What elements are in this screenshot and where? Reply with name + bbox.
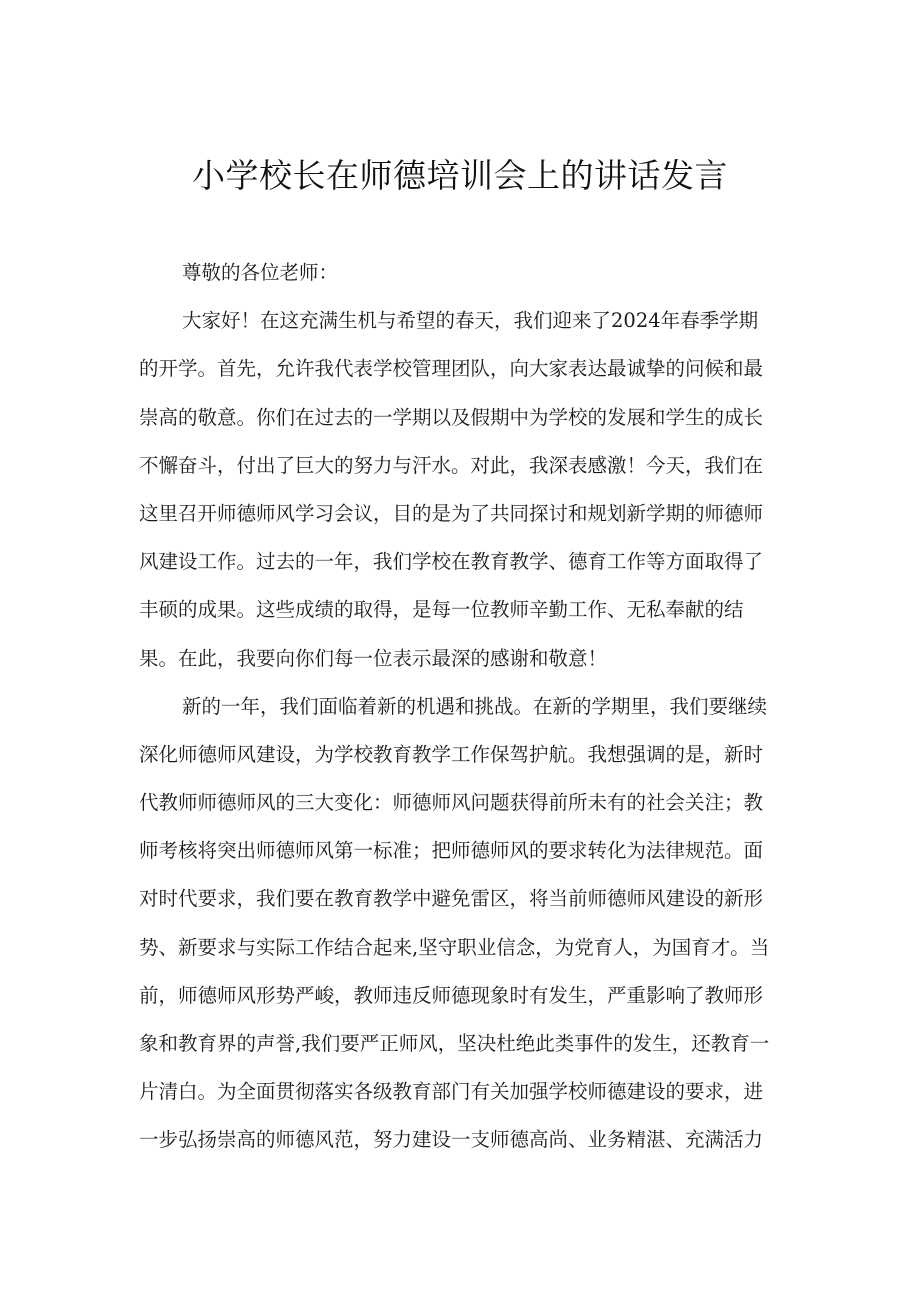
text-line: 不懈奋斗，付出了巨大的努力与汗水。对此，我深表感激！今天，我们在 <box>139 453 764 477</box>
text-line: 象和教育界的声誉,我们要严正师风，坚决杜绝此类事件的发生，还教育一 <box>139 1032 770 1055</box>
text-line: 崇高的敬意。你们在过去的一学期以及假期中为学校的发展和学生的成长 <box>139 405 764 429</box>
text-line: 的开学。首先，允许我代表学校管理团队，向大家表达最诚挚的问候和最 <box>139 357 764 381</box>
salutation: 尊敬的各位老师： <box>182 261 339 284</box>
text-line: 一步弘扬崇高的师德风范，努力建设一支师德高尚、业务精湛、充满活力 <box>139 1128 764 1152</box>
text-line: 大家好！在这充满生机与希望的春天，我们迎来了2024年春季学期 <box>182 309 759 333</box>
text-line: 丰硕的成果。这些成绩的取得，是每一位教师辛勤工作、无私奉献的结 <box>139 598 744 622</box>
text-line: 这里召开师德师风学习会议，目的是为了共同探讨和规划新学期的师德师 <box>139 501 764 525</box>
text-line: 深化师德师风建设，为学校教育教学工作保驾护航。我想强调的是，新时 <box>139 742 764 766</box>
text-line: 势、新要求与实际工作结合起来,坚守职业信念，为党育人，为国育才。当 <box>139 935 770 959</box>
document-title: 小学校长在师德培训会上的讲话发言 <box>192 156 728 195</box>
text-line: 片清白。为全面贯彻落实各级教育部门有关加强学校师德建设的要求，进 <box>139 1080 764 1104</box>
text-line: 师考核将突出师德师风第一标准；把师德师风的要求转化为法律规范。面 <box>139 839 764 863</box>
text-line: 新的一年，我们面临着新的机遇和挑战。在新的学期里，我们要继续 <box>182 694 768 718</box>
text-line: 风建设工作。过去的一年，我们学校在教育教学、德育工作等方面取得了 <box>139 550 764 574</box>
text-line: 代教师师德师风的三大变化：师德师风问题获得前所未有的社会关注；教 <box>139 791 764 815</box>
paragraph-1 <box>139 297 794 683</box>
document-body <box>139 249 794 1165</box>
text-line: 对时代要求，我们要在教育教学中避免雷区，将当前师德师风建设的新形 <box>139 887 764 911</box>
paragraph-2 <box>139 683 794 1165</box>
text-line: 果。在此，我要向你们每一位表示最深的感谢和敬意！ <box>139 646 608 670</box>
text-line: 前，师德师风形势严峻，教师违反师德现象时有发生，严重影响了教师形 <box>139 983 764 1007</box>
